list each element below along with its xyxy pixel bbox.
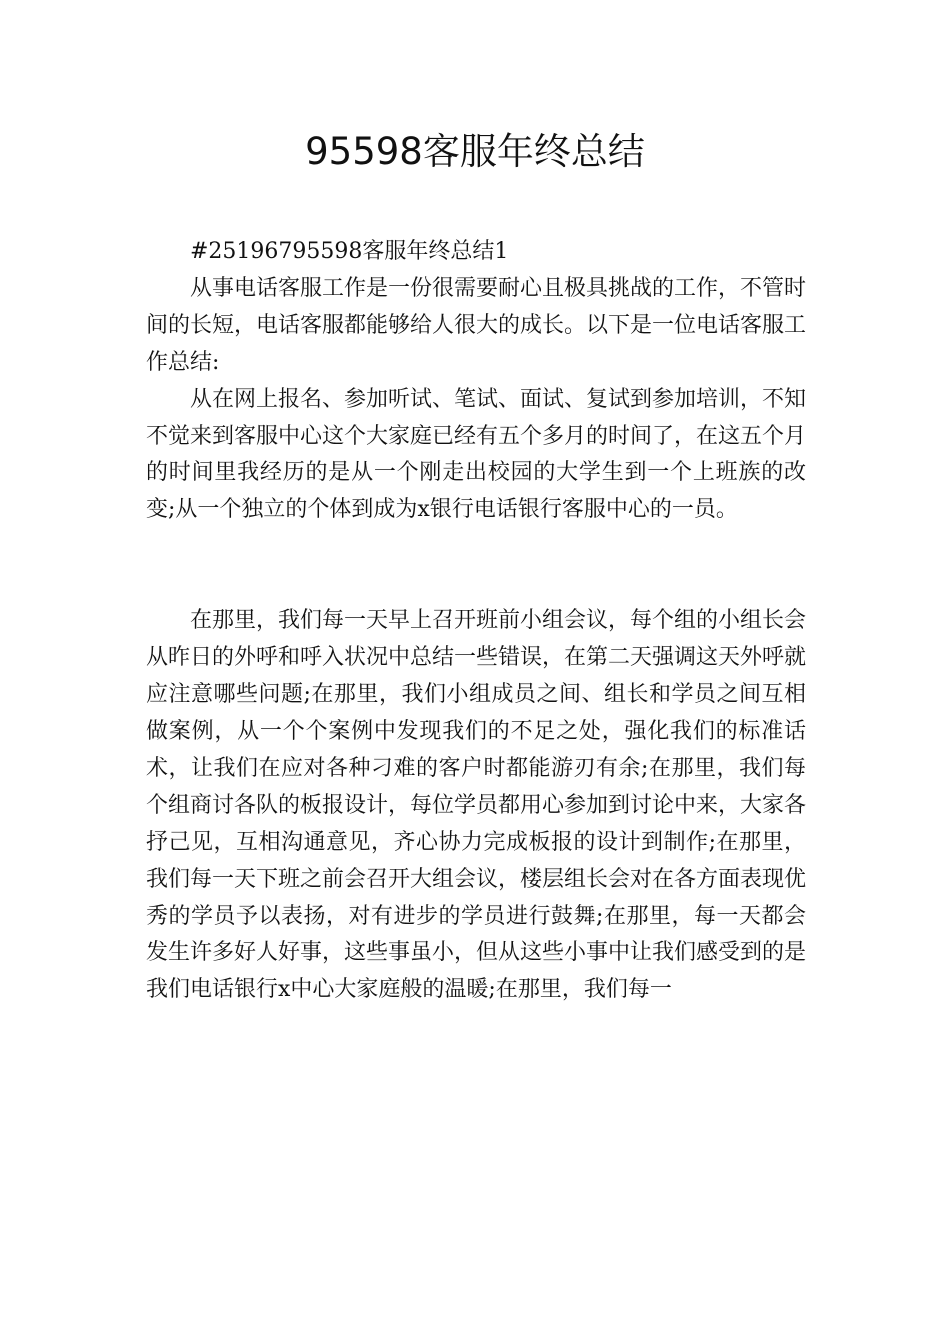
document-title: 95598客服年终总结 — [305, 130, 645, 173]
document-body — [146, 234, 806, 1009]
paragraph-daily-work: 在那里，我们每一天早上召开班前小组会议，每个组的小组长会从昨日的外呼和呼入状况中总结一些错误，在第二天强调这天外呼就应注意哪些问题;在那里，我们小组成员之间、组长和学员之间互相做案例，从一个个案例中发现我们的不足之处，强化我们的标准话术，让我们在应对各种刁难的客户时都能游刃有余;在那里，我们每个组商讨各队的板报设计，每位学员都用心参加到讨论中来，大家各抒己见，互相沟通意见，齐心协力完成板报的设计到制作;在那里，我们每一天下班之前会召开大组会议，楼层组长会对在各方面表现优秀的学员予以表扬，对有进步的学员进行鼓舞;在那里，每一天都会发生许多好人好事，这些事虽小，但从这些小事中让我们感受到的是我们电话银行x中心大家庭般的温暖;在那里，我们每一 — [146, 608, 807, 1003]
paragraph-gap — [146, 529, 806, 603]
section-subheading: #25196795598客服年终总结1 — [190, 239, 509, 264]
paragraph-intro: 从事电话客服工作是一份很需要耐心且极具挑战的工作，不管时间的长短，电话客服都能够给人很大的成长。以下是一位电话客服工作总结: — [146, 275, 807, 375]
paragraph-experience: 从在网上报名、参加听试、笔试、面试、复试到参加培训，不知不觉来到客服中心这个大家庭已经有五个多月的时间了，在这五个月的时间里我经历的是从一个刚走出校园的大学生到一个上班族的改变;从一个独立的个体到成为x银行电话银行客服中心的一员。 — [146, 386, 807, 523]
